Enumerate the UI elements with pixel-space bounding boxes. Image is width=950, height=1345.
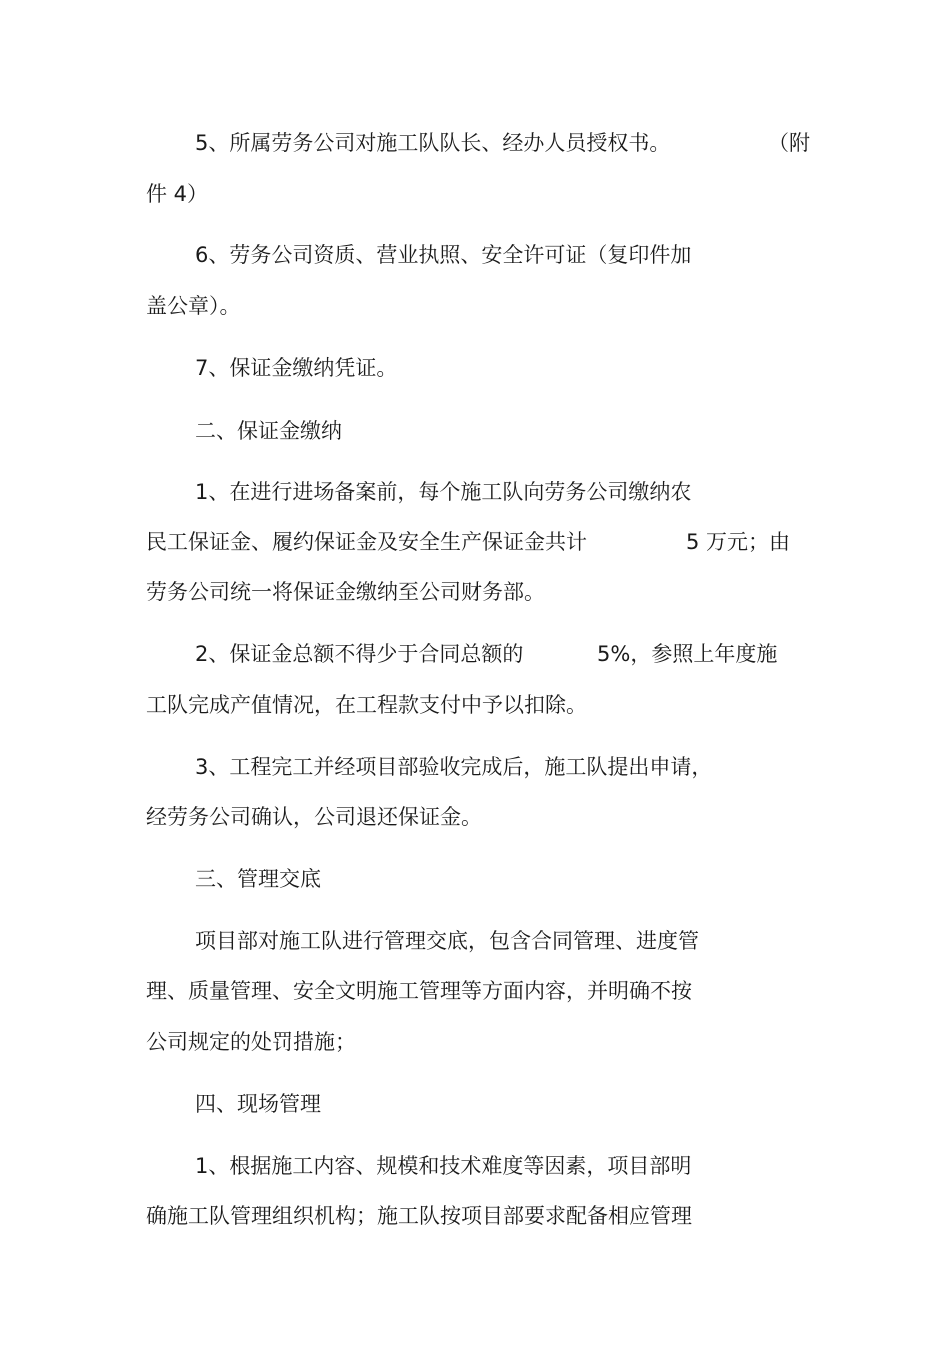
text-line: 工队完成产值情况，在工程款支付中予以扣除。 (146, 693, 587, 717)
text-line: 5、所属劳务公司对施工队队长、经办人员授权书。 (195, 131, 671, 155)
text-line: 盖公章）。 (146, 294, 241, 318)
text-line: 项目部对施工队进行管理交底，包含合同管理、进度管 (195, 929, 699, 953)
text-line: 6、劳务公司资质、营业执照、安全许可证（复印件加 (195, 243, 692, 267)
text-line: 2、保证金总额不得少于合同总额的 (195, 642, 524, 666)
section-heading: 三、管理交底 (195, 867, 321, 891)
text-line: 公司规定的处罚措施； (146, 1030, 356, 1054)
text-line: 民工保证金、履约保证金及安全生产保证金共计 (146, 530, 587, 554)
text-line-tail: 5%，参照上年度施 (597, 642, 778, 666)
text-line: 7、保证金缴纳凭证。 (195, 356, 398, 380)
text-line: 1、根据施工内容、规模和技术难度等因素，项目部明 (195, 1154, 692, 1178)
text-line-tail: （附 (768, 131, 810, 155)
text-line: 3、工程完工并经项目部验收完成后，施工队提出申请， (195, 755, 713, 779)
text-line: 件 4） (146, 182, 209, 206)
section-heading: 四、现场管理 (195, 1092, 321, 1116)
text-line: 1、在进行进场备案前，每个施工队向劳务公司缴纳农 (195, 480, 692, 504)
text-line: 确施工队管理组织机构；施工队按项目部要求配备相应管理 (146, 1204, 692, 1228)
text-line: 经劳务公司确认，公司退还保证金。 (146, 805, 482, 829)
section-heading: 二、保证金缴纳 (195, 419, 342, 443)
text-line-tail: 5 万元；由 (686, 530, 791, 554)
text-line: 理、质量管理、安全文明施工管理等方面内容，并明确不按 (146, 979, 692, 1003)
text-line: 劳务公司统一将保证金缴纳至公司财务部。 (146, 580, 545, 604)
